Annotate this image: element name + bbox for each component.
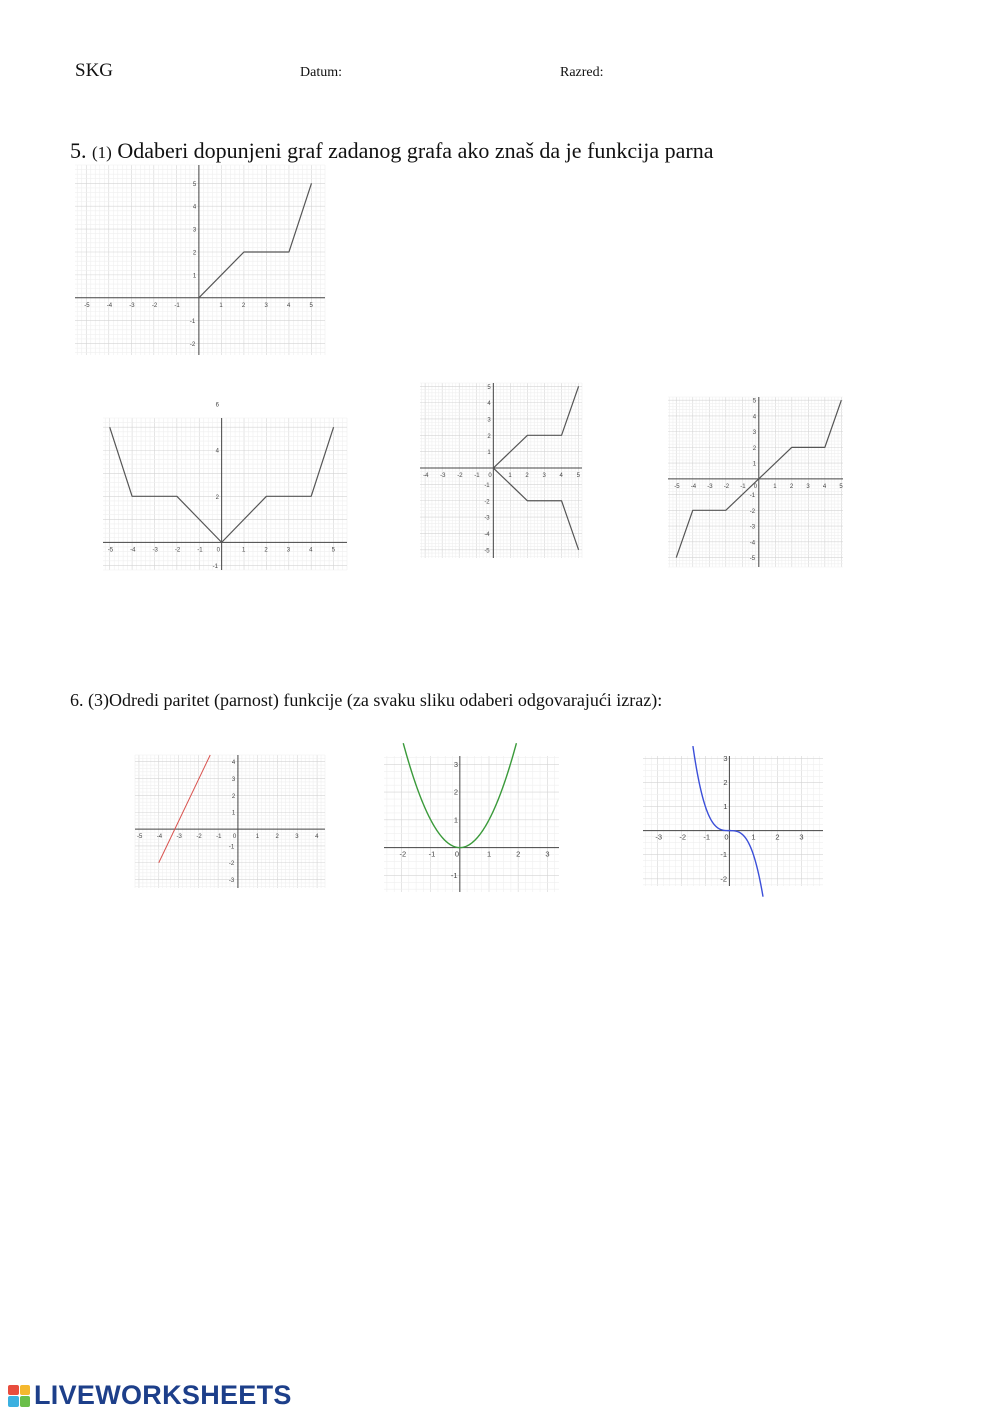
- x-tick-label: -4: [106, 302, 113, 309]
- grid: [135, 755, 325, 888]
- y-tick-label: -5: [484, 548, 490, 555]
- y-tick-label: 3: [723, 753, 728, 763]
- x-tick-label: -3: [707, 483, 713, 490]
- task-5-number: 5.: [70, 138, 87, 163]
- x-tick-label: 3: [799, 832, 804, 842]
- x-tick-label: -4: [423, 473, 429, 480]
- school-label: SKG: [75, 60, 114, 81]
- task-5-prompt: [70, 138, 714, 164]
- option-b-graph[interactable]: [420, 383, 582, 558]
- y-tick-label: 2: [215, 494, 219, 501]
- x-tick-label: 0: [454, 849, 460, 859]
- y-tick-label: -1: [450, 870, 458, 880]
- y-tick-label: 4: [231, 760, 236, 767]
- y-tick-label: 1: [231, 810, 236, 817]
- x-tick-label: -5: [674, 483, 680, 490]
- x-tick-label: 5: [309, 302, 313, 309]
- given-graph: [75, 165, 325, 355]
- x-tick-label: 1: [255, 834, 260, 841]
- x-tick-label: 4: [315, 834, 319, 841]
- option-c-graph[interactable]: [668, 397, 843, 567]
- x-tick-label: 1: [773, 483, 777, 490]
- y-tick-label: 1: [192, 273, 197, 280]
- x-tick-label: 3: [295, 834, 299, 841]
- x-tick-label: -1: [216, 834, 222, 841]
- y-tick-label: 3: [487, 417, 491, 424]
- y-tick-label: 6: [215, 402, 219, 409]
- x-tick-label: 2: [525, 473, 529, 480]
- function-1-graph: [135, 755, 325, 888]
- x-tick-label: -3: [440, 473, 446, 480]
- x-tick-label: -2: [196, 834, 202, 841]
- y-tick-label: -1: [228, 844, 235, 851]
- y-tick-label: 5: [192, 181, 197, 188]
- y-tick-label: -2: [484, 499, 490, 506]
- y-tick-label: 2: [231, 793, 236, 800]
- function-curve-upper: [493, 386, 578, 468]
- grid: [420, 383, 582, 558]
- x-tick-label: -2: [457, 473, 463, 480]
- x-tick-label: -1: [474, 473, 480, 480]
- x-tick-label: 0: [232, 834, 237, 841]
- x-tick-label: 4: [559, 473, 563, 480]
- y-tick-label: 3: [192, 227, 197, 234]
- grid: [643, 753, 823, 886]
- x-tick-label: -2: [174, 547, 181, 554]
- y-tick-label: 3: [752, 430, 757, 437]
- x-tick-label: 1: [751, 832, 756, 842]
- x-tick-label: 3: [286, 547, 291, 554]
- y-tick-label: -5: [749, 556, 756, 563]
- x-tick-label: -3: [176, 834, 182, 841]
- function-curve-lower: [493, 468, 578, 550]
- x-tick-label: 1: [508, 473, 512, 480]
- x-tick-label: 0: [488, 473, 492, 480]
- x-tick-label: -1: [174, 302, 180, 309]
- x-tick-label: -2: [679, 832, 687, 842]
- y-tick-label: -3: [749, 524, 756, 531]
- x-tick-label: -4: [130, 547, 136, 554]
- y-tick-label: -2: [749, 508, 756, 515]
- x-tick-label: 2: [241, 302, 246, 309]
- x-tick-label: 4: [822, 483, 827, 490]
- task-5-text: Odaberi dopunjeni graf zadanog grafa ako znaš da je funkcija parna: [117, 138, 714, 163]
- y-tick-label: -4: [749, 540, 756, 547]
- x-tick-label: 3: [806, 483, 810, 490]
- x-tick-label: 4: [286, 302, 291, 309]
- grid: [384, 756, 559, 892]
- class-label: Razred:: [560, 65, 604, 80]
- y-tick-label: 2: [487, 433, 491, 440]
- y-tick-label: 1: [453, 815, 459, 825]
- function-curve: [693, 746, 763, 897]
- y-tick-label: -2: [189, 342, 196, 349]
- y-tick-label: -2: [228, 861, 235, 868]
- x-tick-label: -5: [136, 834, 143, 841]
- y-tick-label: -1: [484, 482, 490, 489]
- x-tick-label: -3: [152, 547, 158, 554]
- x-tick-label: 3: [264, 302, 268, 309]
- y-tick-label: -1: [749, 493, 756, 500]
- y-tick-label: 2: [453, 787, 459, 797]
- x-tick-label: -1: [740, 483, 746, 490]
- x-tick-label: -1: [703, 832, 711, 842]
- x-tick-label: 1: [242, 547, 246, 554]
- function-3-graph: [643, 753, 823, 886]
- y-tick-label: -2: [720, 874, 728, 884]
- task-5-points: (1): [92, 143, 112, 162]
- liveworksheets-logo: [8, 1380, 292, 1411]
- y-tick-label: -1: [212, 563, 218, 570]
- x-tick-label: 0: [753, 483, 758, 490]
- x-tick-label: 3: [545, 849, 550, 859]
- y-tick-label: 5: [752, 398, 757, 405]
- y-tick-label: 3: [231, 777, 236, 784]
- logo-cube-icon: [8, 1385, 30, 1407]
- y-tick-label: 1: [487, 450, 491, 457]
- y-tick-label: -3: [484, 515, 490, 522]
- x-tick-label: -3: [129, 302, 135, 309]
- function-2-graph: [384, 756, 559, 892]
- x-tick-label: -4: [690, 483, 697, 490]
- x-tick-label: 1: [487, 849, 492, 859]
- y-tick-label: 1: [752, 461, 757, 468]
- y-tick-label: 3: [453, 759, 459, 769]
- grid: [75, 165, 325, 355]
- brand-name: LIVEWORKSHEETS: [34, 1380, 292, 1410]
- y-tick-label: 2: [723, 777, 728, 787]
- x-tick-label: -5: [107, 547, 114, 554]
- x-tick-label: -2: [399, 849, 407, 859]
- x-tick-label: 2: [789, 483, 794, 490]
- y-tick-label: -4: [484, 531, 490, 538]
- x-tick-label: 2: [775, 832, 780, 842]
- x-tick-label: -4: [156, 834, 163, 841]
- x-tick-label: 4: [309, 547, 313, 554]
- x-tick-label: 2: [516, 849, 521, 859]
- x-tick-label: 5: [576, 473, 580, 480]
- y-tick-label: -3: [228, 878, 235, 885]
- x-tick-label: 2: [275, 834, 279, 841]
- x-tick-label: 5: [331, 547, 335, 554]
- x-tick-label: -2: [723, 483, 730, 490]
- option-a-graph[interactable]: [103, 402, 347, 570]
- x-tick-label: 0: [724, 832, 729, 842]
- x-tick-label: -3: [655, 832, 663, 842]
- x-tick-label: 5: [839, 483, 843, 490]
- x-tick-label: 1: [219, 302, 223, 309]
- y-tick-label: 1: [723, 802, 728, 812]
- function-curve: [199, 183, 312, 297]
- x-tick-label: 3: [542, 473, 546, 480]
- x-tick-label: -2: [151, 302, 158, 309]
- y-tick-label: 2: [752, 445, 757, 452]
- x-tick-label: 2: [264, 547, 268, 554]
- x-tick-label: 0: [216, 547, 220, 554]
- y-tick-label: -1: [189, 319, 196, 326]
- x-tick-label: -1: [197, 547, 203, 554]
- y-tick-label: 4: [215, 448, 219, 455]
- x-tick-label: -5: [84, 302, 90, 309]
- date-label: Datum:: [300, 65, 342, 80]
- y-tick-label: -1: [720, 850, 728, 860]
- y-tick-label: 2: [192, 250, 197, 257]
- y-tick-label: 4: [192, 204, 197, 211]
- y-tick-label: 4: [752, 414, 757, 421]
- x-tick-label: -1: [428, 849, 436, 859]
- y-tick-label: 5: [487, 384, 491, 391]
- task-6-prompt: 6. (3)Odredi paritet (parnost) funkcije (za svaku sliku odaberi odgovarajući izraz):: [70, 690, 663, 710]
- y-tick-label: 4: [487, 401, 491, 408]
